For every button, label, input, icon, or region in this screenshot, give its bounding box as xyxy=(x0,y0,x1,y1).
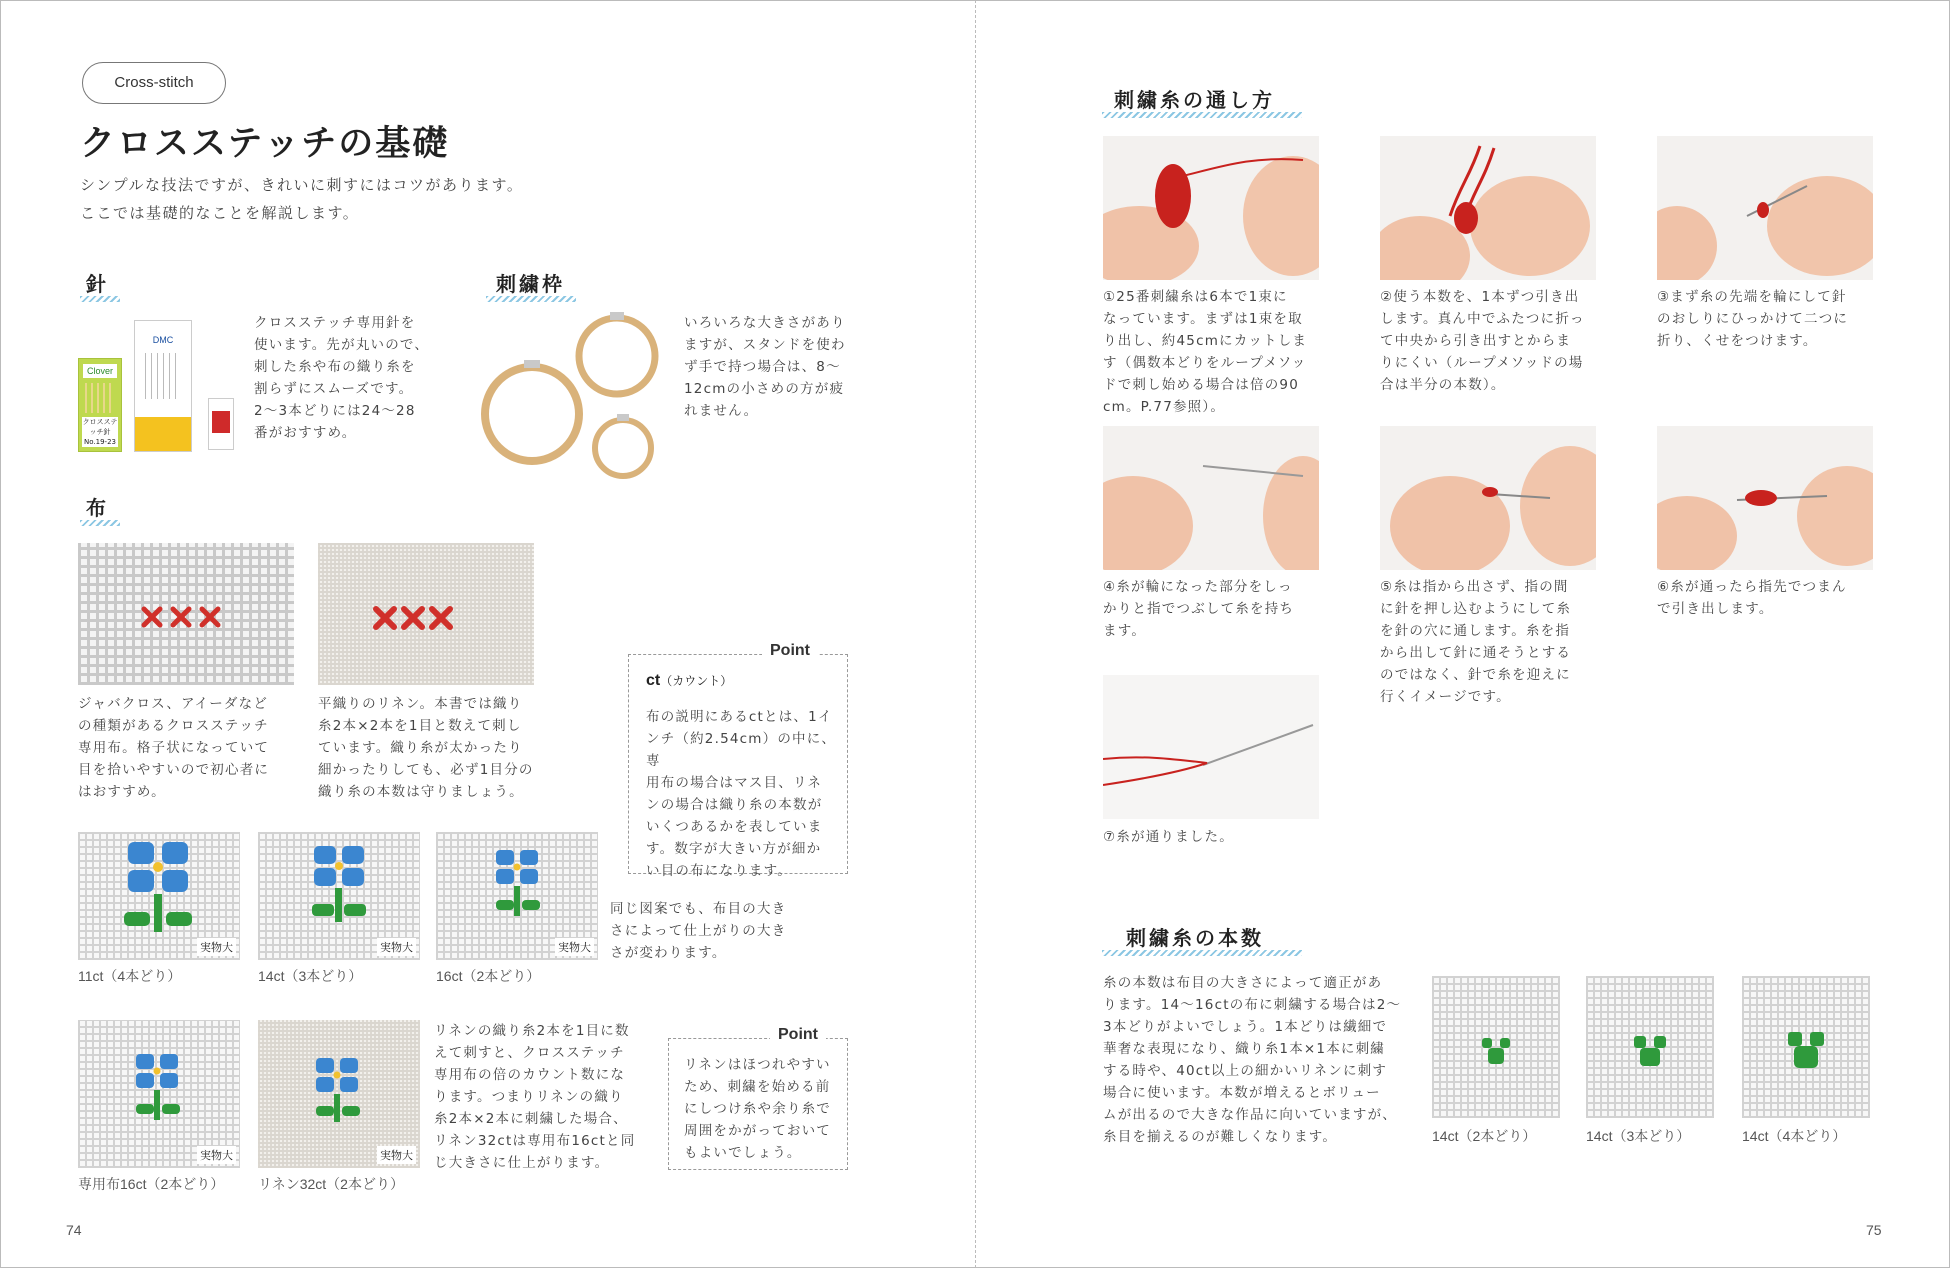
point-count-text: 布の説明にあるctとは、1イ ンチ（約2.54cm）の中に、専 用布の場合はマス目、リネ ンの場合は織り糸の本数が いくつあるかを表していま す。数字が大きい方が細か い目の布になります。 xyxy=(646,709,837,879)
book-spine xyxy=(975,0,976,1268)
sample-caption: 14ct（2本どり） xyxy=(1432,1128,1537,1144)
needles-image xyxy=(145,353,181,399)
step-5-photo xyxy=(1380,426,1596,570)
actual-size-badge: 実物大 xyxy=(377,938,416,956)
sample-16ct-image xyxy=(436,832,598,960)
step-2-text: ②使う本数を、1本ずつ引き出 します。真ん中でふたつに折っ て中央から引き出すとからま りにくい（ループメソッドの場 合は半分の本数）。 xyxy=(1380,289,1585,393)
needles-image xyxy=(85,383,115,413)
point-term: ct（カウント） xyxy=(646,672,733,689)
actual-size-badge: 実物大 xyxy=(555,938,594,956)
sample-caption: 14ct（4本どり） xyxy=(1742,1128,1847,1144)
step-2-photo xyxy=(1380,136,1596,280)
heading-underline xyxy=(80,520,120,526)
step-4-text: ④糸が輪になった部分をしっ かりと指でつぶして糸を持ち ます。 xyxy=(1103,579,1295,639)
sample-caption: 専用布16ct（2本どり） xyxy=(78,1176,225,1192)
sample-caption: 11ct（4本どり） xyxy=(78,968,182,984)
embroidery-hoops-image xyxy=(480,298,670,488)
strand-sample-4-image xyxy=(1742,976,1870,1118)
step-3-photo xyxy=(1657,136,1873,280)
sample-caption: 14ct（3本どり） xyxy=(1586,1128,1691,1144)
needle-package-dmc xyxy=(134,320,192,452)
heading-underline xyxy=(80,296,120,302)
section-heading-threading: 刺繍糸の通し方 xyxy=(1114,88,1275,112)
sample-14ct-image xyxy=(258,832,420,960)
package-logo: DMC xyxy=(152,335,174,345)
step-5-text: ⑤糸は指から出さず、指の間 に針を押し込むようにして糸 を針の穴に通します。糸を指 から出して針に通そうとする のではなく、針で糸を迎えに 行くイメージです。 xyxy=(1380,579,1572,705)
strand-sample-3-image xyxy=(1586,976,1714,1118)
section-heading-needle: 針 xyxy=(86,272,109,296)
package-yellow-band xyxy=(135,417,191,451)
category-tag: Cross-stitch xyxy=(82,62,226,104)
linen-count-note: リネンの織り糸2本を1目に数 えて刺すと、クロスステッチ 専用布の倍のカウント数にな ります。つまりリネンの織り 糸2本×2本に刺繍した場合、 リネン32ctは専用布16ctと同 じ大きさに仕上がります。 xyxy=(434,1023,636,1171)
step-6-photo xyxy=(1657,426,1873,570)
page-number-left: 74 xyxy=(66,1222,82,1238)
step-4-photo xyxy=(1103,426,1319,570)
needle-tube xyxy=(208,398,234,450)
section-heading-hoop: 刺繍枠 xyxy=(496,272,565,296)
page-number-right: 75 xyxy=(1866,1222,1882,1238)
point-linen-text: リネンはほつれやすい ため、刺繍を始める前 にしつけ糸や余り糸で 周囲をかがっておいて もよいでしょう。 xyxy=(684,1057,831,1161)
sample-caption: 16ct（2本どり） xyxy=(436,968,541,984)
step-1-photo xyxy=(1103,136,1319,280)
point-label: Point xyxy=(770,1026,826,1044)
heading-underline xyxy=(1102,112,1302,118)
hoop-text: いろいろな大きさがあり ますが、スタンドを使わ ず手で持つ場合は、8〜 12cmの小さめの方が疲 れません。 xyxy=(684,315,846,419)
linen-cloth-image xyxy=(318,543,534,685)
heading-underline xyxy=(1102,950,1302,956)
section-heading-strands: 刺繍糸の本数 xyxy=(1126,926,1264,950)
page-title: クロスステッチの基礎 xyxy=(80,124,450,164)
step-7-photo xyxy=(1103,675,1319,819)
actual-size-badge: 実物大 xyxy=(197,938,236,956)
strands-text: 糸の本数は布目の大きさによって適正があ ります。14〜16ctの布に刺繍する場合は2〜 3本どりがよいでしょう。1本どりは繊細で 華奢な表現になり、織り糸1本×1本に刺繍 する時や、40ct以上の細かいリネンに刺す 場合に使います。本数が増えるとボリュー ムが出るので大きな作品に向いていますが、 糸目を揃えるのが難しくなります。 xyxy=(1103,975,1402,1145)
package-label xyxy=(82,417,118,447)
package-name: クロスステッチ針 xyxy=(82,418,118,436)
sample-aida-16ct-image xyxy=(78,1020,240,1168)
package-size: No.19-23 xyxy=(84,438,116,446)
strand-sample-2-image xyxy=(1432,976,1560,1118)
needle-text: クロスステッチ専用針を 使います。先が丸いので、 刺した糸や布の織り糸を 割らずにスムーズです。 2〜3本どりには24〜28 番がおすすめ。 xyxy=(254,315,430,441)
linen-caption: 平織りのリネン。本書では織り 糸2本×2本を1目と数えて刺し ています。織り糸が太かったり 細かったりしても、必ず1目分の 織り糸の本数は守りましょう。 xyxy=(318,696,534,800)
sample-caption: 14ct（3本どり） xyxy=(258,968,363,984)
section-heading-cloth: 布 xyxy=(86,496,109,520)
lead-line-2: ここでは基礎的なことを解説します。 xyxy=(80,204,360,222)
package-logo: Clover xyxy=(83,364,117,378)
aida-caption: ジャバクロス、アイーダなど の種類があるクロスステッチ 専用布。格子状になっていて 目を拾いやすいので初心者に はおすすめ。 xyxy=(78,696,270,800)
sample-11ct-image xyxy=(78,832,240,960)
samples-note: 同じ図案でも、布目の大き さによって仕上がりの大き さが変わります。 xyxy=(610,901,787,961)
needle-package-clover xyxy=(78,358,122,452)
sample-linen-32ct-image xyxy=(258,1020,420,1168)
aida-cloth-image xyxy=(78,543,294,685)
point-label: Point xyxy=(762,642,818,660)
sample-caption: リネン32ct（2本どり） xyxy=(258,1176,404,1192)
step-1-text: ①25番刺繍糸は6本で1束に なっています。まずは1束を取 り出し、約45cmにカットしま す（偶数本どりをループメソッ ドで刺し始める場合は倍の90 cm。P.77参照）。 xyxy=(1103,289,1308,415)
lead-line-1: シンプルな技法ですが、きれいに刺すにはコツがあります。 xyxy=(80,176,524,194)
actual-size-badge: 実物大 xyxy=(377,1146,416,1164)
step-3-text: ③まず糸の先端を輪にして針 のおしりにひっかけて二つに 折り、くせをつけます。 xyxy=(1657,289,1849,349)
step-6-text: ⑥糸が通ったら指先でつまん で引き出します。 xyxy=(1657,579,1847,617)
actual-size-badge: 実物大 xyxy=(197,1146,236,1164)
step-7-text: ⑦糸が通りました。 xyxy=(1103,829,1234,845)
